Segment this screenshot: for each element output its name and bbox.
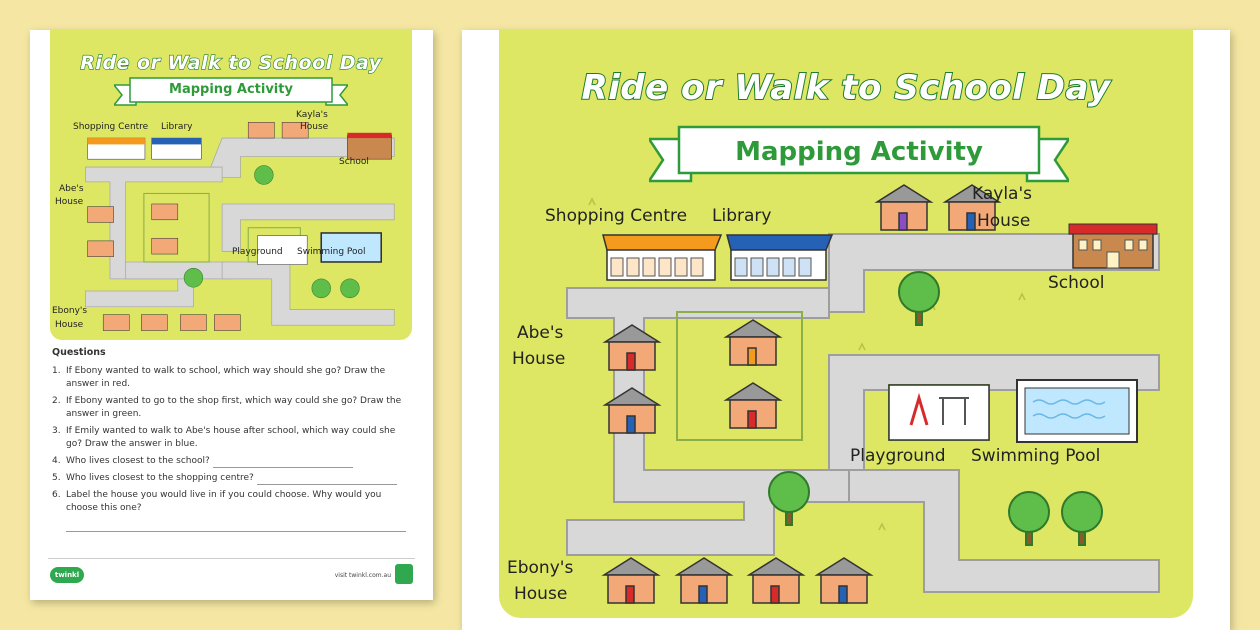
question-text: If Ebony wanted to go to the shop first, which way could she go? Draw the answer in green. xyxy=(66,395,402,419)
map-panel xyxy=(50,30,412,340)
questions-section xyxy=(52,346,412,532)
question-text: If Ebony wanted to walk to school, which way should she go? Draw the answer in red. xyxy=(66,365,386,389)
playground-label: Playground xyxy=(232,247,283,257)
worksheet-preview xyxy=(30,30,433,600)
answer-line[interactable] xyxy=(257,476,397,485)
shopping-centre-label-large: Shopping Centre xyxy=(545,206,688,226)
twinkl-logo[interactable]: twinkl xyxy=(50,567,84,583)
question-number: 1. xyxy=(52,365,61,376)
question-item xyxy=(52,472,412,485)
abes-house-label-large-1: Abe's xyxy=(517,323,564,343)
school-building xyxy=(1069,224,1157,268)
abes-house-label-2: House xyxy=(55,197,84,207)
library-building xyxy=(727,235,832,280)
question-number: 4. xyxy=(52,456,61,467)
question-text: If Emily wanted to walk to Abe's house after school, which way could she go? Draw the answer in blue. xyxy=(66,425,396,449)
question-text: Label the house you would live in if you could choose. Why would you choose this one? xyxy=(66,490,382,514)
abes-house-label-large-2: House xyxy=(512,349,566,369)
answer-line[interactable] xyxy=(66,523,406,532)
subtitle-large: Mapping Activity xyxy=(735,137,983,167)
answer-line[interactable] xyxy=(213,459,353,468)
question-number: 5. xyxy=(52,473,61,484)
question-item xyxy=(52,425,412,451)
playground-label-large: Playground xyxy=(850,446,946,466)
question-number: 6. xyxy=(52,490,61,501)
footer xyxy=(48,558,415,588)
kaylas-house-label-large-1: Kayla's xyxy=(972,184,1032,204)
ebonys-house-label-1: Ebony's xyxy=(52,306,88,316)
playground-area xyxy=(889,385,989,440)
badge-icon xyxy=(395,564,413,584)
swimming-pool-label: Swimming Pool xyxy=(297,247,366,257)
questions-heading: Questions xyxy=(52,347,106,358)
map-panel-large xyxy=(499,30,1193,618)
question-number: 2. xyxy=(52,395,61,406)
abes-house-label-1: Abe's xyxy=(59,184,84,194)
swimming-pool-label-large: Swimming Pool xyxy=(971,446,1101,466)
question-item xyxy=(52,489,412,515)
question-text: Who lives closest to the shopping centre? xyxy=(66,473,254,484)
ebonys-house-label-2: House xyxy=(55,320,84,330)
shopping-centre-label: Shopping Centre xyxy=(73,122,149,132)
kaylas-house-label-large-2: House xyxy=(977,211,1031,231)
school-label-large: School xyxy=(1048,273,1105,293)
ebonys-house-label-large-2: House xyxy=(514,584,568,604)
subtitle-banner-large xyxy=(649,123,1069,189)
kaylas-house-label-2: House xyxy=(300,122,329,132)
map-drawing-large xyxy=(499,30,1193,618)
swimming-pool xyxy=(1017,380,1137,442)
footer-url[interactable]: visit twinkl.com.au xyxy=(334,572,391,579)
question-item xyxy=(52,395,412,421)
library-label-large: Library xyxy=(712,206,772,226)
question-number: 3. xyxy=(52,425,61,436)
kaylas-house-label-1: Kayla's xyxy=(296,110,328,120)
question-item xyxy=(52,365,412,391)
subtitle-banner xyxy=(114,75,348,111)
question-item xyxy=(52,455,412,468)
library-label: Library xyxy=(161,122,193,132)
subtitle: Mapping Activity xyxy=(169,82,293,97)
map-preview xyxy=(462,30,1230,630)
school-label: School xyxy=(339,157,369,167)
question-text: Who lives closest to the school? xyxy=(66,456,210,467)
shopping-centre-building xyxy=(603,235,721,280)
page-title-large: Ride or Walk to School Day xyxy=(581,68,1111,108)
page-title: Ride or Walk to School Day xyxy=(80,52,382,74)
questions-list xyxy=(52,365,412,515)
ebonys-house-label-large-1: Ebony's xyxy=(507,558,574,578)
